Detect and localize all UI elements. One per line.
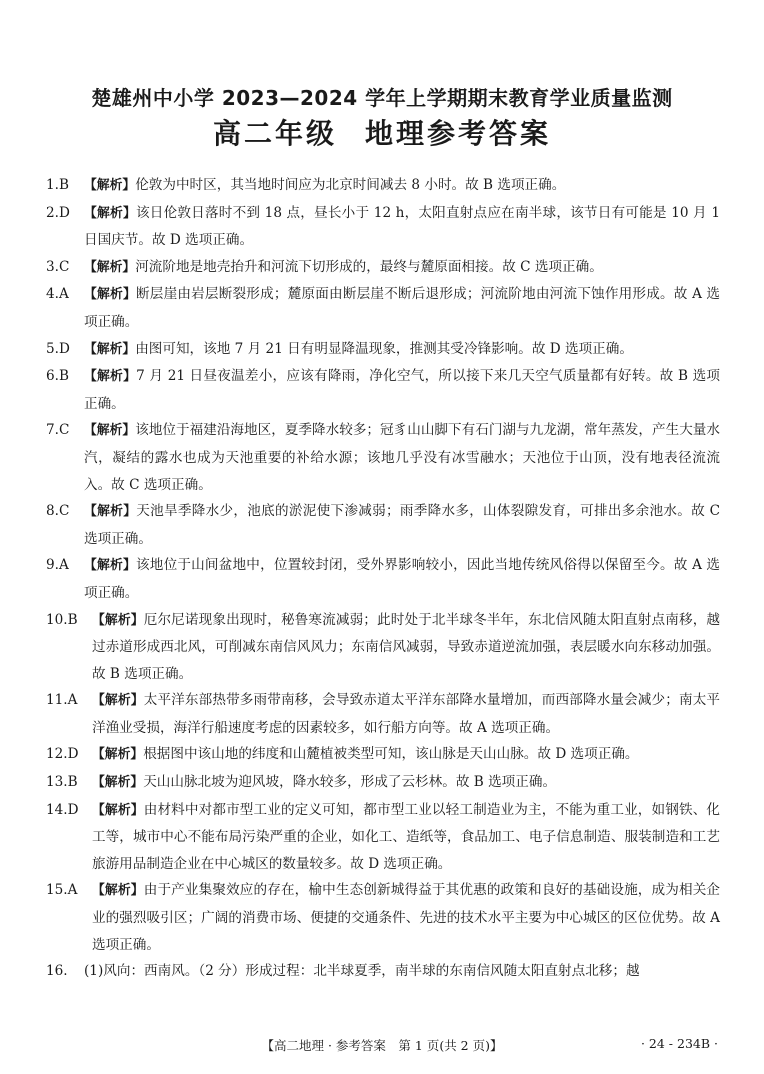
explanation-text: 该地位于福建沿海地区，夏季降水较多；冠豸山山脚下有石门湖与九龙湖，常年蒸发，产生大量水汽，凝结的露水也成为天池重要的补给水源；该地几乎没有冰雪融水；天池位于山顶，没有地表径流流入。故 C 选项正确。 xyxy=(84,422,721,493)
answer-explanation xyxy=(46,363,720,417)
answer-item xyxy=(46,336,720,364)
answer-number: 1.B xyxy=(46,177,69,193)
answer-item xyxy=(46,607,720,688)
analysis-tag: 【解析】 xyxy=(84,205,136,221)
answer-item xyxy=(46,741,720,769)
answer-item xyxy=(46,797,720,878)
answer-item xyxy=(46,172,720,200)
answer-number: 16. xyxy=(46,963,68,980)
explanation-text: 该日伦敦日落时不到 18 点，昼长小于 12 h，太阳直射点应在南半球，该节日有可能是 10 月 1 日国庆节。故 D 选项正确。 xyxy=(84,204,720,249)
explanation-text: 伦敦为中时区，其当地时间应为北京时间减去 8 小时。故 B 选项正确。 xyxy=(135,177,566,193)
answer-explanation xyxy=(46,797,720,878)
explanation-text: 太平洋东部热带多雨带南移，会导致赤道太平洋东部降水量增加，而西部降水量会减少；南太平洋渔业受损，海洋行船速度考虑的因素较多，如行船方向等。故 A 选项正确。 xyxy=(92,692,721,736)
page-footer xyxy=(0,1033,764,1057)
footer-code: · 24 - 234B · xyxy=(640,1036,718,1051)
answer-explanation xyxy=(46,607,720,688)
answer-number: 6.B xyxy=(46,368,69,385)
answer-explanation xyxy=(46,417,720,498)
answer-explanation xyxy=(46,336,720,364)
analysis-tag: 【解析】 xyxy=(92,693,144,709)
answer-item xyxy=(46,769,720,797)
document-title xyxy=(0,112,764,152)
analysis-tag: 【解析】 xyxy=(92,883,144,899)
exam-title: 楚雄州中小学 2023—2024 学年上学期期末教育学业质量监测 xyxy=(91,86,673,110)
explanation-text: (1)风向：西南风。（2 分）形成过程：北半球夏季，南半球的东南信风随太阳直射点北移；越 xyxy=(84,963,640,980)
explanation-text: 7 月 21 日昼夜温差小，应该有降雨，净化空气，所以接下来几天空气质量都有好转。故 B 选项正确。 xyxy=(84,368,720,412)
answer-number: 11.A xyxy=(46,692,78,709)
answer-item xyxy=(46,200,720,254)
answer-number: 8.C xyxy=(46,503,70,520)
explanation-text: 天山山脉北坡为迎风坡，降水较多，形成了云杉林。故 B 选项正确。 xyxy=(143,774,557,791)
answer-list xyxy=(46,172,720,985)
analysis-tag: 【解析】 xyxy=(92,802,144,818)
explanation-text: 由材料中对都市型工业的定义可知，都市型工业以轻工制造业为主，不能为重工业，如钢铁、化工等，城市中心不能布局污染严重的企业，如化工、造纸等，食品加工、电子信息制造、服装制造和工艺旅游用品制造企业在中心城区的数量较多。故 D 选项正确。 xyxy=(92,801,721,872)
answer-item xyxy=(46,877,720,958)
answer-number: 3.C xyxy=(46,258,70,275)
analysis-tag: 【解析】 xyxy=(84,423,136,439)
answer-item xyxy=(46,363,720,417)
subject-answer-label: 地理参考答案 xyxy=(365,117,552,150)
answer-item xyxy=(46,417,720,498)
answer-explanation xyxy=(46,200,720,254)
answer-explanation xyxy=(46,281,720,335)
answer-explanation xyxy=(46,741,720,769)
analysis-tag: 【解析】 xyxy=(84,287,136,303)
explanation-text: 天池旱季降水少，池底的淤泥使下渗减弱；雨季降水多，山体裂隙发育，可排出多余池水。故 C 选项正确。 xyxy=(84,503,720,547)
answer-explanation xyxy=(46,172,720,200)
explanation-text: 河流阶地是地壳抬升和河流下切形成的，最终与麓原面相接。故 C 选项正确。 xyxy=(135,258,603,275)
answer-explanation xyxy=(46,958,720,985)
analysis-tag: 【解析】 xyxy=(92,612,144,628)
answer-item xyxy=(46,552,720,606)
answer-number: 13.B xyxy=(46,774,78,791)
explanation-text: 该地位于山间盆地中，位置较封闭，受外界影响较小，因此当地传统风俗得以保留至今。故 A 选项正确。 xyxy=(84,557,721,601)
explanation-text: 断层崖由岩层断裂形成；麓原面由断层崖不断后退形成；河流阶地由河流下蚀作用形成。故 A 选项正确。 xyxy=(84,286,721,330)
analysis-tag: 【解析】 xyxy=(84,341,136,357)
answer-explanation xyxy=(46,687,720,741)
answer-item xyxy=(46,958,720,985)
answer-number: 4.A xyxy=(46,286,69,303)
answer-item xyxy=(46,498,720,552)
answer-explanation xyxy=(46,769,720,797)
answer-number: 2.D xyxy=(46,204,70,221)
analysis-tag: 【解析】 xyxy=(84,558,136,574)
explanation-text: 由图可知，该地 7 月 21 日有明显降温现象，推测其受冷锋影响。故 D 选项正确。 xyxy=(135,340,633,357)
answer-item xyxy=(46,254,720,282)
grade-label: 高二年级 xyxy=(212,117,337,150)
answer-explanation xyxy=(46,498,720,552)
analysis-tag: 【解析】 xyxy=(92,747,144,763)
answer-number: 10.B xyxy=(46,611,78,628)
analysis-tag: 【解析】 xyxy=(84,178,136,193)
explanation-text: 由于产业集聚效应的存在，榆中生态创新城得益于其优惠的政策和良好的基础设施，成为相关企业的强烈吸引区；广阔的消费市场、便捷的交通条件、先进的技术水平主要为中心城区的区位优势。故 A 选项正确。 xyxy=(92,882,721,953)
answer-number: 15.A xyxy=(46,882,78,899)
analysis-tag: 【解析】 xyxy=(84,259,136,275)
footer-page-info: 【高二地理 · 参考答案 第 1 页(共 2 页)】 xyxy=(261,1038,503,1053)
answer-number: 5.D xyxy=(46,340,70,357)
answer-item xyxy=(46,281,720,335)
answer-explanation xyxy=(46,254,720,282)
answer-number: 9.A xyxy=(46,557,69,574)
answer-number: 7.C xyxy=(46,422,70,439)
explanation-text: 根据图中该山地的纬度和山麓植被类型可知，该山脉是天山山脉。故 D 选项正确。 xyxy=(143,746,639,763)
analysis-tag: 【解析】 xyxy=(92,775,144,791)
answer-number: 14.D xyxy=(46,801,79,818)
answer-explanation xyxy=(46,552,720,606)
analysis-tag: 【解析】 xyxy=(84,504,137,520)
answer-item xyxy=(46,687,720,741)
answer-explanation xyxy=(46,877,720,958)
explanation-text: 厄尔尼诺现象出现时，秘鲁寒流减弱；此时处于北半球冬半年，东北信风随太阳直射点南移，越过赤道形成西北风，可削减东南信风风力；东南信风减弱，导致赤道逆流加强，表层暖水向东移动加强。故 B 选项正确。 xyxy=(92,611,721,682)
answer-number: 12.D xyxy=(46,746,79,763)
analysis-tag: 【解析】 xyxy=(84,369,137,385)
